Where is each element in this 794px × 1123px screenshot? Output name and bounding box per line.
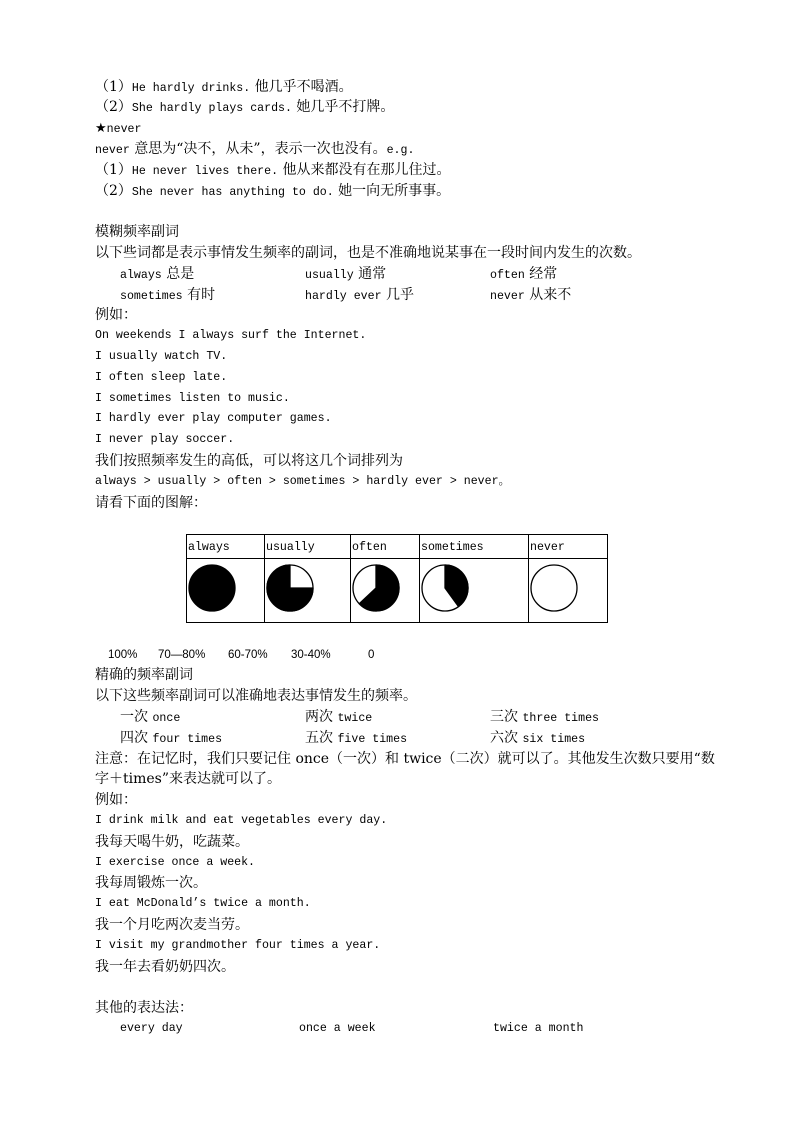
adverb-english: never xyxy=(490,289,525,303)
count-row xyxy=(95,728,715,749)
pie-cell xyxy=(351,559,420,623)
count-english: six times xyxy=(522,732,586,746)
adverb-chinese: 通常 xyxy=(358,265,387,282)
pie-usually xyxy=(265,563,315,613)
example-english: He never lives there. xyxy=(131,164,279,178)
count-chinese: 五次 xyxy=(305,729,333,746)
percent-label: 30-40% xyxy=(291,648,331,661)
count-item xyxy=(120,707,305,728)
adverb-english: sometimes xyxy=(120,289,183,303)
vague-intro: 以下些词都是表示事情发生频率的副词，也是不准确地说某事在一段时间内发生的次数。 xyxy=(95,244,641,261)
example-english: I visit my grandmother four times a year. xyxy=(95,938,381,952)
count-english: five times xyxy=(337,732,408,746)
adverb-chinese: 有时 xyxy=(187,286,216,303)
example-chinese: 我一年去看奶奶四次。 xyxy=(95,958,235,975)
pie-outline-never xyxy=(531,565,577,611)
hardly-example-line xyxy=(95,97,675,118)
example-sentence: I sometimes listen to music. xyxy=(95,391,290,405)
example-english: I drink milk and eat vegetables every day. xyxy=(95,813,388,827)
example-chinese: 我每天喝牛奶，吃蔬菜。 xyxy=(95,833,249,850)
example-sentence: I often sleep late. xyxy=(95,370,228,384)
adverb-item xyxy=(490,264,675,285)
never-heading xyxy=(95,118,675,139)
section-top xyxy=(95,77,675,514)
never-heading-word: never xyxy=(106,123,142,137)
adverb-chinese: 经常 xyxy=(529,265,558,282)
diagram-intro: 请看下面的图解： xyxy=(95,494,207,511)
adverb-row xyxy=(95,264,675,285)
pie-never xyxy=(529,563,579,613)
example-english: He hardly drinks. xyxy=(131,81,251,95)
adverb-item xyxy=(305,285,490,306)
example-chinese: 她一向无所事事。 xyxy=(338,182,451,199)
hardly-example-line xyxy=(95,77,675,98)
section-title-precise: 精确的频率副词 xyxy=(95,667,193,684)
column-header-sometimes: sometimes xyxy=(420,535,529,559)
example-english: She hardly plays cards. xyxy=(131,102,292,116)
count-item xyxy=(305,707,490,728)
example-chinese: 他从来都没有在那儿住过。 xyxy=(282,161,451,178)
definition-eg: e.g. xyxy=(386,143,415,157)
adverb-english: hardly ever xyxy=(305,289,382,303)
example-number: （1） xyxy=(95,78,132,95)
percent-label: 100% xyxy=(108,648,138,661)
example-english: I eat McDonald’s twice a month. xyxy=(95,897,311,911)
adverb-english: often xyxy=(490,268,525,282)
pie-cell xyxy=(420,559,529,623)
diagram-pie-row xyxy=(187,559,608,623)
example-number: （2） xyxy=(95,99,132,116)
adverb-english: always xyxy=(120,268,162,282)
example-label: 例如： xyxy=(95,307,137,324)
example-chinese: 我每周锻炼一次。 xyxy=(95,875,207,892)
count-chinese: 三次 xyxy=(490,708,518,725)
other-expression: once a week xyxy=(299,1021,376,1035)
section-bottom xyxy=(95,645,715,1040)
example-chinese: 他几乎不喝酒。 xyxy=(254,78,353,95)
column-header-always: always xyxy=(187,535,265,559)
example-number: （1） xyxy=(95,161,132,178)
other-expression: twice a month xyxy=(493,1021,584,1035)
pie-cell xyxy=(187,559,265,623)
adverb-item xyxy=(120,264,305,285)
diagram-header-row xyxy=(187,535,608,559)
example-number: （2） xyxy=(95,182,132,199)
count-english: once xyxy=(152,711,181,725)
adverb-row xyxy=(95,285,675,306)
adverb-item xyxy=(120,285,305,306)
never-definition xyxy=(95,139,675,160)
pie-often xyxy=(351,563,401,613)
count-chinese: 一次 xyxy=(120,708,148,725)
percent-label: 0 xyxy=(368,648,375,661)
column-header-often: often xyxy=(351,535,420,559)
column-header-usually: usually xyxy=(265,535,351,559)
count-item xyxy=(305,728,490,749)
adverb-chinese: 从来不 xyxy=(529,286,572,303)
example-sentence: I never play soccer. xyxy=(95,433,235,447)
example-sentence: On weekends I always surf the Internet. xyxy=(95,329,367,343)
adverb-item xyxy=(490,285,675,306)
order-sequence: always > usually > often > sometimes > hardly ever > never。 xyxy=(95,474,511,488)
count-item xyxy=(120,728,305,749)
count-item xyxy=(490,707,675,728)
never-example-line xyxy=(95,181,675,202)
definition-text: 意思为“决不，从未”，表示一次也没有。 xyxy=(134,140,387,157)
definition-term: never xyxy=(95,143,130,157)
other-expressions-row xyxy=(95,1019,715,1040)
adverb-chinese: 总是 xyxy=(166,265,195,282)
adverb-chinese: 几乎 xyxy=(385,286,414,303)
blank-line xyxy=(95,201,675,222)
never-example-line xyxy=(95,160,675,181)
example-sentence: I usually watch TV. xyxy=(95,349,228,363)
pie-sometimes xyxy=(420,563,470,613)
count-english: twice xyxy=(337,711,373,725)
blank-line xyxy=(95,977,715,998)
example-chinese: 她几乎不打牌。 xyxy=(296,99,395,116)
example-sentence: I hardly ever play computer games. xyxy=(95,412,332,426)
star-icon: ★ xyxy=(95,121,107,137)
count-english: four times xyxy=(152,732,223,746)
order-intro: 我们按照频率发生的高低，可以将这几个词排列为 xyxy=(95,452,403,469)
example-chinese: 我一个月吃两次麦当劳。 xyxy=(95,916,249,933)
count-chinese: 六次 xyxy=(490,729,518,746)
other-expression: every day xyxy=(120,1021,183,1035)
adverb-english: usually xyxy=(305,268,354,282)
example-label: 例如： xyxy=(95,792,137,809)
frequency-diagram-table xyxy=(186,534,608,623)
example-english: She never has anything to do. xyxy=(131,185,334,199)
precise-intro: 以下这些频率副词可以准确地表达事情发生的频率。 xyxy=(95,688,417,705)
pie-cell xyxy=(529,559,608,623)
example-english: I exercise once a week. xyxy=(95,855,256,869)
count-chinese: 两次 xyxy=(305,708,333,725)
pie-outline-always xyxy=(189,565,235,611)
count-item xyxy=(490,728,675,749)
percent-labels xyxy=(95,645,715,666)
section-title-vague: 模糊频率副词 xyxy=(95,224,179,241)
adverb-item xyxy=(305,264,490,285)
other-expressions-title: 其他的表达法： xyxy=(95,1000,193,1017)
count-chinese: 四次 xyxy=(120,729,148,746)
note-line: 注意：在记忆时，我们只要记住 once（一次）和 twice（二次）就可以了。其他发生次数只要用“数 xyxy=(95,750,715,767)
pie-always xyxy=(187,563,237,613)
percent-label: 60-70% xyxy=(228,648,268,661)
count-row xyxy=(95,707,715,728)
column-header-never: never xyxy=(529,535,608,559)
pie-cell xyxy=(265,559,351,623)
count-english: three times xyxy=(522,711,599,725)
note-line: 字＋times”来表达就可以了。 xyxy=(95,771,282,788)
percent-label: 70—80% xyxy=(158,648,206,661)
